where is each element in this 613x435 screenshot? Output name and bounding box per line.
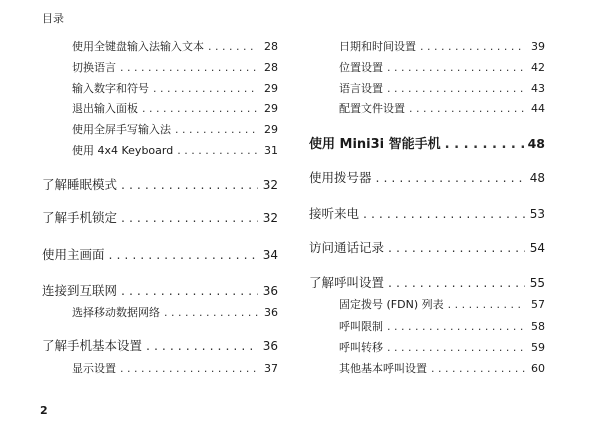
- toc-entry-title: 语言设置: [339, 82, 383, 95]
- toc-entry-page: 53: [529, 207, 545, 221]
- toc-entry-page: 48: [527, 136, 545, 151]
- toc-leader-dots: [109, 248, 258, 262]
- toc-leader-dots: [388, 276, 525, 290]
- toc-entry-page: 31: [264, 144, 278, 157]
- toc-entry-page: 48: [529, 171, 545, 185]
- toc-entry[interactable]: [309, 171, 545, 185]
- toc-entry-title: 访问通话记录: [309, 240, 385, 255]
- toc-entry-title: 了解睡眠模式: [42, 177, 118, 192]
- toc-entry-title: 切换语言: [72, 61, 116, 74]
- toc-entry-title: 日期和时间设置: [339, 40, 416, 53]
- toc-leader-dots: [153, 82, 258, 96]
- toc-entry-page: 57: [531, 298, 545, 311]
- toc-entry-page: 34: [262, 248, 278, 262]
- toc-entry[interactable]: [42, 102, 278, 116]
- toc-leader-dots: [445, 138, 524, 152]
- toc-leader-dots: [387, 61, 525, 75]
- toc-entry[interactable]: [42, 306, 278, 320]
- page-number: 2: [40, 404, 48, 417]
- toc-entry-title: 退出输入面板: [72, 102, 138, 115]
- toc-entry-page: 36: [264, 306, 278, 319]
- toc-entry-title: 选择移动数据网络: [72, 306, 160, 319]
- toc-entry[interactable]: [309, 137, 545, 151]
- toc-entry[interactable]: [309, 102, 545, 116]
- toc-entry-title: 其他基本呼叫设置: [339, 362, 427, 375]
- toc-entry-page: 32: [262, 211, 278, 225]
- toc-entry[interactable]: [42, 40, 278, 54]
- toc-entry-title: 固定拨号 (FDN) 列表: [339, 298, 444, 311]
- toc-entry-page: 42: [531, 61, 545, 74]
- toc-entry[interactable]: [309, 207, 545, 221]
- toc-entry-page: 36: [262, 339, 278, 353]
- toc-leader-dots: [420, 40, 525, 54]
- toc-leader-dots: [409, 102, 525, 116]
- toc-entry-page: 58: [531, 320, 545, 333]
- toc-entry-page: 60: [531, 362, 545, 375]
- toc-entry-page: 54: [529, 241, 545, 255]
- toc-entry-title: 连接到互联网: [42, 283, 118, 298]
- toc-leader-dots: [146, 339, 258, 353]
- toc-entry-title: 使用全键盘输入法输入文本: [72, 40, 204, 53]
- toc-entry-title: 接听来电: [309, 206, 360, 221]
- toc-entry-title: 了解手机锁定: [42, 210, 118, 225]
- toc-leader-dots: [121, 211, 258, 225]
- toc-entry[interactable]: [309, 82, 545, 96]
- toc-entry-page: 29: [264, 123, 278, 136]
- toc-leader-dots: [388, 241, 525, 255]
- toc-entry-title: 位置设置: [339, 61, 383, 74]
- toc-entry-title: 使用全屏手写输入法: [72, 123, 171, 136]
- toc-entry[interactable]: [42, 248, 278, 262]
- toc-leader-dots: [164, 306, 258, 320]
- toc-entry[interactable]: [42, 284, 278, 298]
- toc-entry-page: 28: [264, 61, 278, 74]
- toc-entry[interactable]: [309, 298, 545, 312]
- toc-entry[interactable]: [309, 241, 545, 255]
- toc-entry[interactable]: [42, 61, 278, 75]
- toc-entry[interactable]: [42, 82, 278, 96]
- toc-entry-title: 了解手机基本设置: [42, 338, 143, 353]
- toc-entry-title: 呼叫转移: [339, 341, 383, 354]
- toc-leader-dots: [208, 40, 258, 54]
- toc-entry[interactable]: [42, 362, 278, 376]
- toc-entry-page: 29: [264, 82, 278, 95]
- toc-leader-dots: [121, 284, 258, 298]
- toc-entry-page: 37: [264, 362, 278, 375]
- toc-entry-title: 输入数字和符号: [72, 82, 149, 95]
- toc-entry[interactable]: [42, 144, 278, 158]
- toc-entry-page: 39: [531, 40, 545, 53]
- toc-entry-title: 使用 4x4 Keyboard: [72, 144, 174, 157]
- toc-entry[interactable]: [309, 362, 545, 376]
- running-header: 目录: [42, 12, 64, 25]
- toc-leader-dots: [175, 123, 258, 137]
- toc-leader-dots: [120, 61, 258, 75]
- toc-leader-dots: [448, 298, 525, 312]
- toc-entry-page: 36: [262, 284, 278, 298]
- toc-entry[interactable]: [42, 211, 278, 225]
- toc-entry-title: 使用主画面: [42, 247, 105, 262]
- toc-entry-title: 使用 Mini3i 智能手机: [309, 137, 441, 152]
- toc-leader-dots: [142, 102, 258, 116]
- toc-leader-dots: [387, 341, 525, 355]
- toc-entry-title: 显示设置: [72, 362, 116, 375]
- toc-entry-page: 55: [529, 276, 545, 290]
- toc-leader-dots: [376, 171, 525, 185]
- toc-entry-title: 使用拨号器: [309, 170, 372, 185]
- toc-entry[interactable]: [42, 339, 278, 353]
- toc-leader-dots: [431, 362, 525, 376]
- toc-entry[interactable]: [309, 320, 545, 334]
- toc-entry-page: 43: [531, 82, 545, 95]
- toc-leader-dots: [120, 362, 258, 376]
- toc-entry-page: 29: [264, 102, 278, 115]
- toc-entry-title: 了解呼叫设置: [309, 275, 385, 290]
- toc-entry[interactable]: [309, 341, 545, 355]
- toc-entry[interactable]: [309, 40, 545, 54]
- toc-leader-dots: [363, 207, 525, 221]
- toc-leader-dots: [387, 320, 525, 334]
- toc-leader-dots: [177, 144, 258, 158]
- toc-entry-title: 呼叫限制: [339, 320, 383, 333]
- toc-entry-page: 28: [264, 40, 278, 53]
- toc-entry-page: 44: [531, 102, 545, 115]
- toc-leader-dots: [387, 82, 525, 96]
- toc-entry-page: 59: [531, 341, 545, 354]
- toc-entry[interactable]: [309, 276, 545, 290]
- toc-entry-title: 配置文件设置: [339, 102, 405, 115]
- toc-entry[interactable]: [42, 123, 278, 137]
- toc-entry[interactable]: [42, 178, 278, 192]
- toc-entry[interactable]: [309, 61, 545, 75]
- toc-entry-page: 32: [262, 178, 278, 192]
- toc-leader-dots: [121, 178, 258, 192]
